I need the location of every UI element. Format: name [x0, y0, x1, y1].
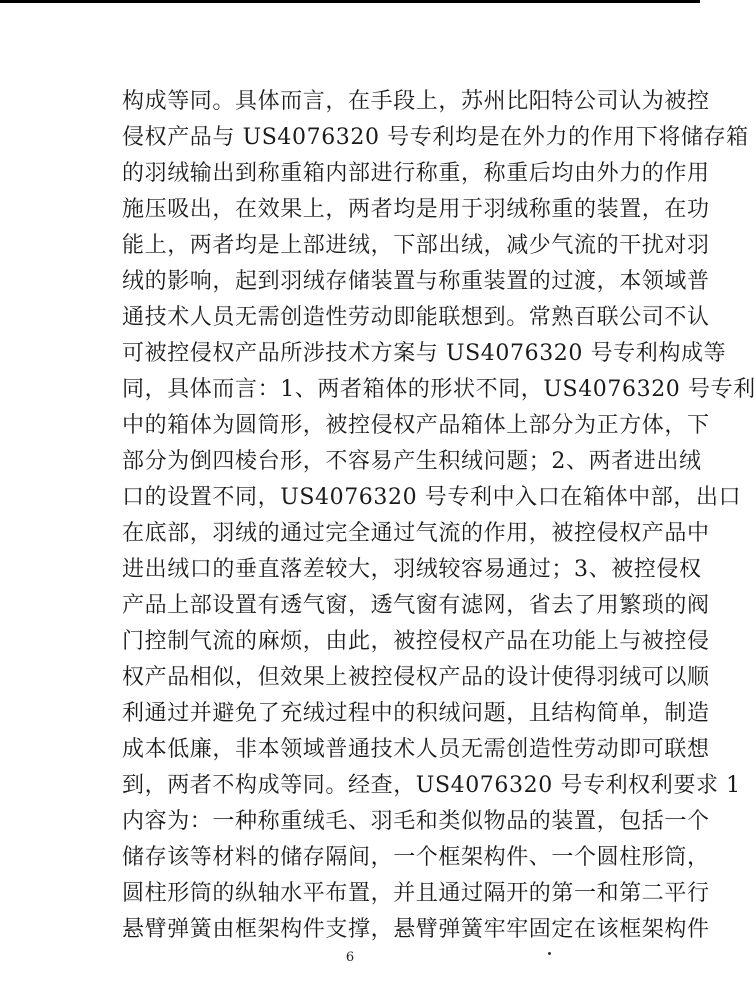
- text-line: 绒的影响，起到羽绒存储装置与称重装置的过渡，本领域普: [122, 269, 710, 294]
- text-line: 同，具体而言：1、两者箱体的形状不同，US4076320 号专利: [122, 377, 756, 402]
- text-line: 利通过并避免了充绒过程中的积绒问题，且结构简单，制造: [122, 701, 710, 726]
- text-line: 部分为倒四棱台形，不容易产生积绒问题；2、两者进出绒: [122, 449, 702, 474]
- text-line: 能上，两者均是上部进绒，下部出绒，减少气流的干扰对羽: [122, 233, 710, 258]
- text-line: 可被控侵权产品所涉技术方案与 US4076320 号专利构成等: [122, 341, 727, 366]
- text-line: 圆柱形筒的纵轴水平布置，并且通过隔开的第一和第二平行: [122, 881, 710, 906]
- text-line: 权产品相似，但效果上被控侵权产品的设计使得羽绒可以顺: [122, 665, 710, 690]
- text-line: 悬臂弹簧由框架构件支撑，悬臂弹簧牢牢固定在该框架构件: [122, 917, 710, 942]
- text-line: 侵权产品与 US4076320 号专利均是在外力的作用下将储存箱: [122, 125, 749, 150]
- text-line: 的羽绒输出到称重箱内部进行称重，称重后均由外力的作用: [122, 161, 710, 186]
- scan-speck: [548, 952, 551, 955]
- text-line: 构成等同。具体而言，在手段上，苏州比阳特公司认为被控: [122, 89, 710, 114]
- text-line: 在底部，羽绒的通过完全通过气流的作用，被控侵权产品中: [122, 521, 710, 546]
- text-line: 到，两者不构成等同。经查，US4076320 号专利权利要求 1: [122, 773, 741, 798]
- text-line: 内容为：一种称重绒毛、羽毛和类似物品的装置，包括一个: [122, 809, 710, 834]
- text-line: 中的箱体为圆筒形，被控侵权产品箱体上部分为正方体，下: [122, 413, 710, 438]
- text-line: 进出绒口的垂直落差较大，羽绒较容易通过；3、被控侵权: [122, 557, 702, 582]
- text-line: 门控制气流的麻烦，由此，被控侵权产品在功能上与被控侵: [122, 629, 710, 654]
- page-number: 6: [345, 950, 355, 965]
- text-line: 口的设置不同，US4076320 号专利中入口在箱体中部，出口: [122, 485, 742, 510]
- text-line: 成本低廉，非本领域普通技术人员无需创造性劳动即可联想: [122, 737, 710, 762]
- text-line: 通技术人员无需创造性劳动即能联想到。常熟百联公司不认: [122, 305, 710, 330]
- text-line: 施压吸出，在效果上，两者均是用于羽绒称重的装置，在功: [122, 197, 710, 222]
- text-line: 储存该等材料的储存隔间，一个框架构件、一个圆柱形筒，: [122, 845, 710, 870]
- text-line: 产品上部设置有透气窗，透气窗有滤网，省去了用繁琐的阀: [122, 593, 710, 618]
